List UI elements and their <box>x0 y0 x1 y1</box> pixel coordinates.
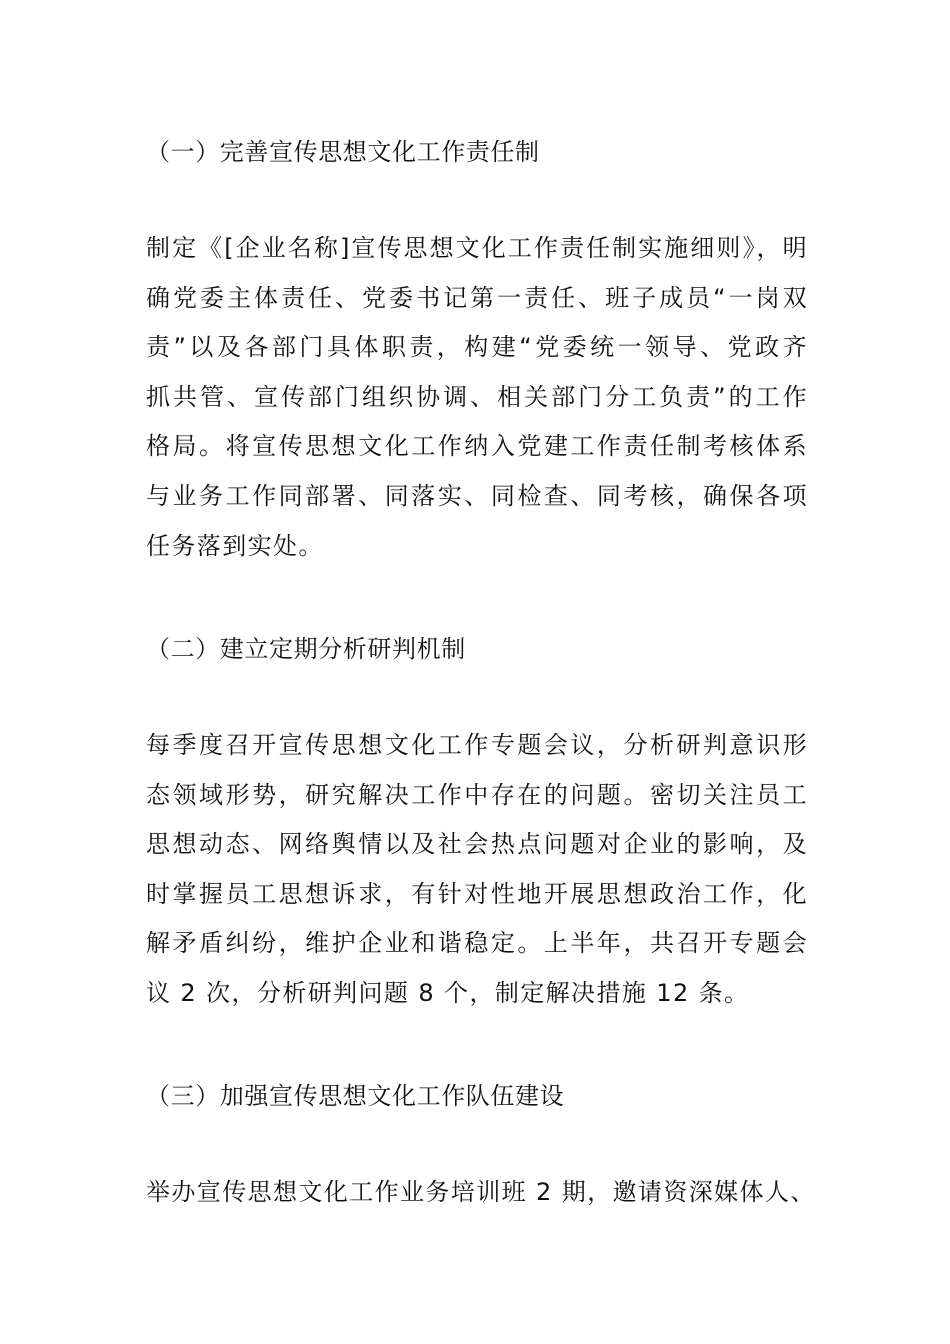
paragraph-line: 态领域形势，研究解决工作中存在的问题。密切关注员工 <box>146 780 808 809</box>
paragraph-line: 责”以及各部门具体职责，构建“党委统一领导、党政齐 <box>146 333 808 362</box>
section-heading-1: （一）完善宣传思想文化工作责任制 <box>146 138 540 166</box>
paragraph-line: 确党委主体责任、党委书记第一责任、班子成员“一岗双 <box>146 283 808 312</box>
paragraph-line: 与业务工作同部署、同落实、同检查、同考核，确保各项 <box>146 481 808 510</box>
paragraph-line: 时掌握员工思想诉求，有针对性地开展思想政治工作，化 <box>146 879 808 908</box>
section-paragraph-2 <box>146 721 808 1019</box>
section-heading-2: （二）建立定期分析研判机制 <box>146 635 466 663</box>
paragraph-line: 任务落到实处。 <box>146 531 324 560</box>
paragraph-line: 思想动态、网络舆情以及社会热点问题对企业的影响，及 <box>146 830 808 859</box>
paragraph-line: 每季度召开宣传思想文化工作专题会议，分析研判意识形 <box>146 731 808 759</box>
section-heading-3: （三）加强宣传思想文化工作队伍建设 <box>146 1082 565 1110</box>
section-paragraph-1 <box>146 224 808 571</box>
paragraph-line: 议 2 次，分析研判问题 8 个，制定解决措施 12 条。 <box>146 978 750 1007</box>
paragraph-line: 举办宣传思想文化工作业务培训班 2 期，邀请资深媒体人、 <box>146 1178 816 1206</box>
paragraph-line: 制定《[企业名称]宣传思想文化工作责任制实施细则》，明 <box>146 234 808 262</box>
paragraph-line: 格局。将宣传思想文化工作纳入党建工作责任制考核体系 <box>146 432 808 461</box>
section-paragraph-3 <box>146 1168 816 1218</box>
paragraph-line: 解矛盾纠纷，维护企业和谐稳定。上半年，共召开专题会 <box>146 929 808 958</box>
paragraph-line: 抓共管、宣传部门组织协调、相关部门分工负责”的工作 <box>146 382 808 411</box>
